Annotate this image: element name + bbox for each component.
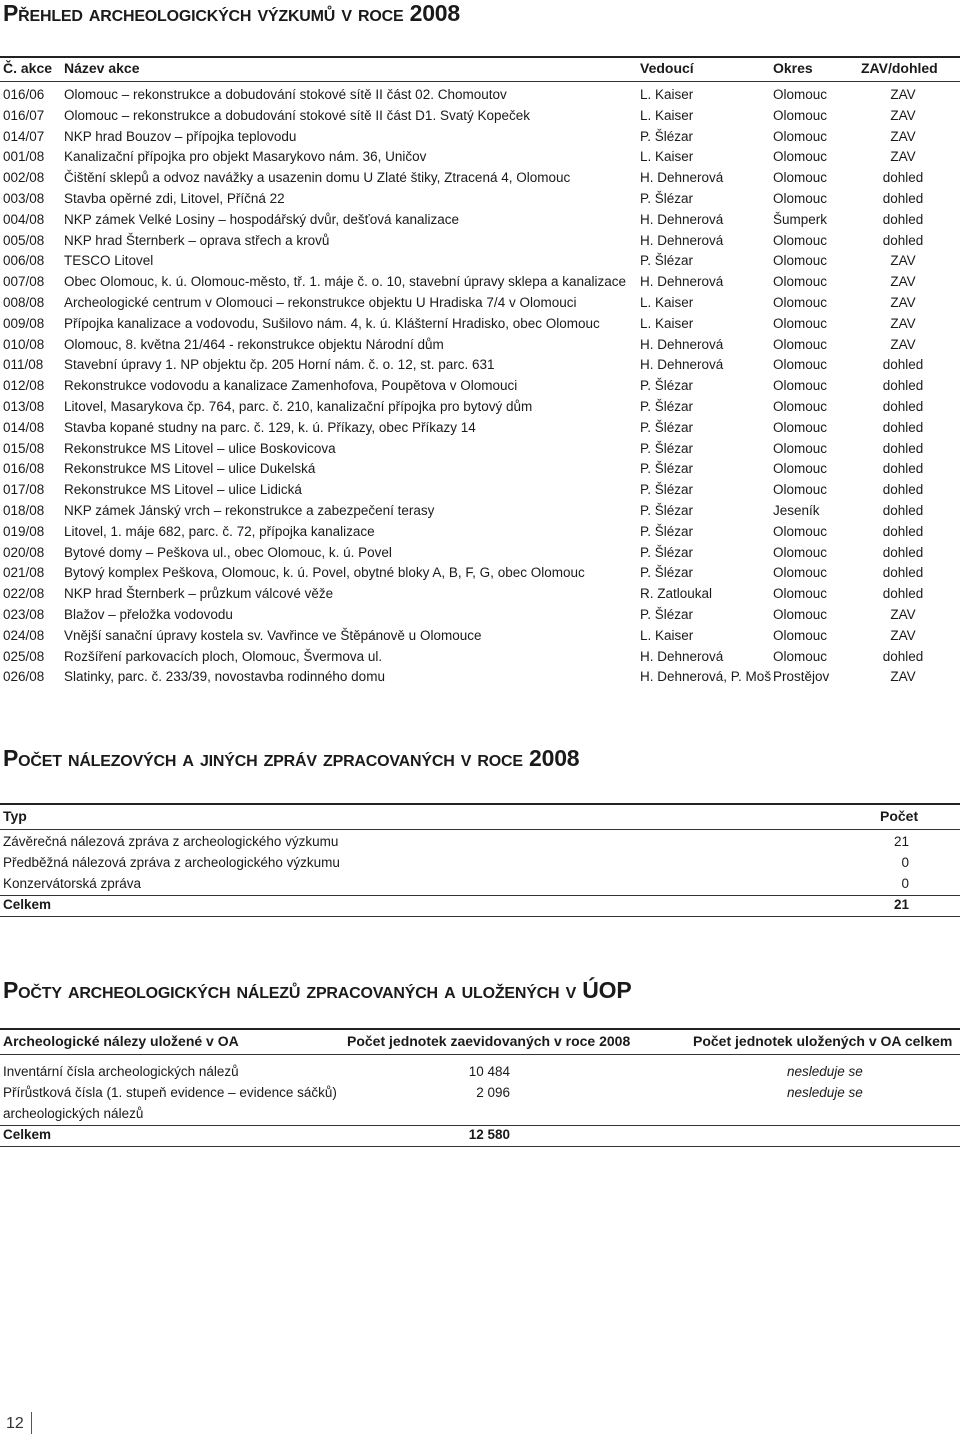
section1-cell-id: 008/08: [3, 295, 45, 310]
section1-cell-district: Olomouc: [773, 87, 828, 102]
section1-cell-name: NKP zámek Jánský vrch – rekonstrukce a zabezpečení terasy: [64, 503, 435, 518]
s3-row-total: nesleduje se: [787, 1064, 863, 1079]
s3-row-total: nesleduje se: [787, 1085, 863, 1100]
section1-cell-name: Rekonstrukce MS Litovel – ulice Lidická: [64, 482, 302, 498]
section1-cell-district: Šumperk: [773, 211, 828, 227]
col-header-id: Č. akce: [3, 60, 53, 76]
section1-cell-type: ZAV: [890, 295, 916, 310]
section1-cell-leader: H. Dehnerová, P. Moš: [640, 669, 771, 685]
section1-cell-type: ZAV: [890, 627, 916, 643]
section1-cell-name: Vnější sanační úpravy kostela sv. Vavřince ve Štěpánově u Olomouce: [64, 627, 482, 643]
section1-cell-district: Olomouc: [773, 232, 828, 248]
section1-cell-leader: L. Kaiser: [640, 149, 694, 165]
section1-cell-district: Olomouc: [773, 586, 828, 602]
section1-cell-name: TESCO Litovel: [64, 253, 154, 269]
section1-cell-district: Olomouc: [773, 295, 828, 310]
section1-cell-id: 006/08: [3, 253, 45, 269]
section1-cell-id: 022/08: [3, 586, 45, 602]
section1-cell-name: Bytové domy – Peškova ul., obec Olomouc, k. ú. Povel: [64, 544, 392, 560]
section1-cell-leader: H. Dehnerová: [640, 648, 724, 664]
section1-cell-name: Přípojka kanalizace a vodovodu, Sušilovo nám. 4, k. ú. Klášterní Hradisko, obec Olomouc: [64, 315, 600, 331]
section1-cell-name: Stavba opěrné zdi, Litovel, Příčná 22: [64, 191, 285, 206]
s2-row-type: Závěrečná nálezová zpráva z archeologického výzkumu: [3, 834, 339, 849]
section2-title: Počet nálezových a jiných zpráv zpracovaných v roce 2008: [3, 745, 580, 771]
section1-cell-district: Olomouc: [773, 607, 828, 622]
section1-cell-district: Olomouc: [773, 482, 828, 498]
section1-cell-district: Olomouc: [773, 274, 828, 290]
section1-cell-id: 012/08: [3, 378, 45, 394]
section2-top-rule: [0, 803, 960, 805]
section1-cell-leader: P. Šlézar: [640, 253, 694, 269]
section1-cell-id: 009/08: [3, 315, 45, 331]
section1-cell-name: NKP hrad Šternberk – oprava střech a krovů: [64, 232, 330, 248]
section1-cell-id: 018/08: [3, 503, 45, 518]
section1-cell-id: 021/08: [3, 565, 45, 581]
section1-cell-id: 024/08: [3, 627, 45, 643]
section1-cell-id: 003/08: [3, 191, 45, 206]
section1-cell-id: 010/08: [3, 336, 45, 352]
section1-cell-leader: P. Šlézar: [640, 399, 694, 414]
section1-cell-id: 020/08: [3, 544, 45, 560]
section1-cell-type: dohled: [882, 211, 924, 227]
section1-cell-name: Archeologické centrum v Olomouci – rekonstrukce objektu U Hradiska 7/4 v Olomouci: [64, 295, 577, 310]
section3-top-rule: [0, 1028, 960, 1030]
section1-cell-type: dohled: [882, 461, 924, 477]
section1-cell-type: ZAV: [890, 253, 916, 269]
s3-row-count: 2 096: [476, 1085, 510, 1100]
s3-bottom-rule: [0, 1146, 960, 1147]
section1-cell-type: ZAV: [890, 149, 916, 165]
section1-cell-leader: P. Šlézar: [640, 419, 694, 435]
section1-cell-leader: P. Šlézar: [640, 440, 694, 456]
section1-cell-district: Olomouc: [773, 253, 828, 269]
section1-cell-type: dohled: [882, 378, 924, 394]
s2-row-count: 0: [901, 876, 909, 891]
section1-cell-district: Olomouc: [773, 149, 828, 165]
section1-cell-type: ZAV: [890, 128, 916, 144]
section1-cell-name: Stavební úpravy 1. NP objektu čp. 205 Horní nám. č. o. 12, st. parc. 631: [64, 357, 495, 373]
section1-cell-type: ZAV: [890, 669, 916, 685]
section1-cell-id: 017/08: [3, 482, 45, 498]
s2-total-rule: [0, 895, 960, 896]
section1-cell-name: Olomouc, 8. května 21/464 - rekonstrukce objektu Národní dům: [64, 336, 444, 352]
section1-cell-id: 016/08: [3, 461, 45, 477]
section1-cell-name: Kanalizační přípojka pro objekt Masarykovo nám. 36, Uničov: [64, 149, 427, 165]
section1-cell-name: NKP zámek Velké Losiny – hospodářský dvůr, dešťová kanalizace: [64, 211, 460, 227]
section1-cell-district: Olomouc: [773, 523, 828, 539]
section1-cell-leader: H. Dehnerová: [640, 232, 724, 248]
section1-cell-name: Slatinky, parc. č. 233/39, novostavba rodinného domu: [64, 669, 385, 685]
section1-cell-district: Olomouc: [773, 315, 828, 331]
section1-cell-id: 004/08: [3, 211, 45, 227]
s2-total-count: 21: [893, 897, 909, 912]
section1-cell-district: Olomouc: [773, 336, 828, 352]
section1-cell-type: dohled: [882, 419, 924, 435]
section1-cell-district: Olomouc: [773, 170, 828, 186]
section1-cell-district: Olomouc: [773, 107, 828, 123]
section3-title: Počty archeologických nálezů zpracovaných a uložených v ÚOP: [3, 977, 632, 1003]
section1-cell-name: Litovel, Masarykova čp. 764, parc. č. 210, kanalizační přípojka pro bytový dům: [64, 399, 533, 414]
section1-cell-type: dohled: [882, 232, 924, 248]
section1-cell-name: NKP hrad Bouzov – přípojka teplovodu: [64, 128, 297, 144]
section1-cell-type: dohled: [882, 544, 924, 560]
section1-cell-id: 026/08: [3, 669, 45, 685]
section1-cell-leader: H. Dehnerová: [640, 170, 724, 186]
section1-cell-id: 005/08: [3, 232, 45, 248]
section1-cell-district: Olomouc: [773, 399, 828, 414]
section1-cell-id: 016/06: [3, 87, 45, 102]
s3-row-count: 10 484: [468, 1064, 510, 1079]
section1-cell-type: dohled: [882, 565, 924, 581]
section1-cell-name: Rekonstrukce MS Litovel – ulice Boskovicova: [64, 440, 336, 456]
section1-cell-leader: P. Šlézar: [640, 461, 694, 477]
section2-header-rule: [0, 829, 960, 830]
section1-cell-type: ZAV: [890, 336, 916, 352]
section1-cell-id: 016/07: [3, 107, 45, 123]
col-header-type: ZAV/dohled: [861, 60, 938, 76]
section1-cell-type: dohled: [882, 523, 924, 539]
section1-cell-name: Olomouc – rekonstrukce a dobudování stokové sítě II část 02. Chomoutov: [64, 87, 507, 102]
section1-cell-leader: L. Kaiser: [640, 107, 694, 123]
section1-cell-name: Rekonstrukce MS Litovel – ulice Dukelská: [64, 461, 316, 477]
section1-cell-district: Olomouc: [773, 648, 828, 664]
section1-cell-id: 023/08: [3, 607, 45, 622]
section1-cell-leader: P. Šlézar: [640, 523, 694, 539]
section1-header-rule: [0, 81, 960, 82]
col-header-leader: Vedoucí: [640, 60, 694, 76]
s2-header-count: Počet: [880, 808, 919, 824]
section1-cell-type: ZAV: [890, 607, 916, 622]
section1-cell-leader: P. Šlézar: [640, 128, 694, 144]
s2-header-type: Typ: [3, 808, 27, 824]
s2-row-type: Konzervátorská zpráva: [3, 876, 142, 891]
section1-cell-name: Litovel, 1. máje 682, parc. č. 72, přípojka kanalizace: [64, 523, 375, 539]
section1-cell-leader: P. Šlézar: [640, 378, 694, 394]
s2-bottom-rule: [0, 916, 960, 917]
section1-cell-district: Prostějov: [773, 669, 830, 685]
s2-row-type: Předběžná nálezová zpráva z archeologického výzkumu: [3, 855, 340, 870]
section1-cell-id: 001/08: [3, 149, 45, 165]
section1-cell-type: dohled: [882, 503, 924, 518]
section1-title: Přehled archeologických výzkumů v roce 2008: [3, 0, 460, 26]
section1-cell-leader: H. Dehnerová: [640, 274, 724, 290]
section1-cell-type: ZAV: [890, 87, 916, 102]
s3-header-col1: Archeologické nálezy uložené v OA: [3, 1033, 239, 1049]
section1-cell-type: ZAV: [890, 315, 916, 331]
section1-cell-leader: P. Šlézar: [640, 482, 694, 498]
section1-cell-leader: R. Zatloukal: [640, 586, 713, 602]
section1-cell-leader: L. Kaiser: [640, 87, 694, 102]
section1-cell-type: dohled: [882, 399, 924, 414]
section1-cell-id: 025/08: [3, 648, 45, 664]
section1-cell-type: dohled: [882, 170, 924, 186]
section1-cell-type: dohled: [882, 191, 924, 206]
section1-cell-name: Olomouc – rekonstrukce a dobudování stokové sítě II část D1. Svatý Kopeček: [64, 107, 530, 123]
section1-cell-type: ZAV: [890, 107, 916, 123]
section1-cell-type: dohled: [882, 482, 924, 498]
section1-cell-id: 002/08: [3, 170, 45, 186]
section1-cell-name: Rekonstrukce vodovodu a kanalizace Zamenhofova, Poupětova v Olomouci: [64, 378, 518, 394]
section1-cell-leader: H. Dehnerová: [640, 336, 724, 352]
section1-cell-id: 014/08: [3, 419, 45, 435]
section1-cell-leader: P. Šlézar: [640, 191, 694, 206]
section1-cell-leader: P. Šlézar: [640, 565, 694, 581]
section1-cell-id: 013/08: [3, 399, 45, 414]
s3-header-col2: Počet jednotek zaevidovaných v roce 2008: [347, 1033, 631, 1049]
section1-cell-id: 011/08: [3, 357, 44, 373]
section1-cell-district: Olomouc: [773, 440, 828, 456]
section1-cell-type: dohled: [882, 357, 924, 373]
section1-cell-id: 014/07: [3, 128, 45, 144]
section1-cell-type: dohled: [882, 586, 924, 602]
s3-total-label: Celkem: [3, 1127, 52, 1142]
col-header-name: Název akce: [64, 60, 140, 76]
section1-cell-type: dohled: [882, 440, 924, 456]
section1-top-rule: [0, 56, 960, 58]
s3-header-col3: Počet jednotek uložených v OA celkem: [693, 1033, 953, 1049]
col-header-district: Okres: [773, 60, 813, 76]
section1-cell-district: Olomouc: [773, 544, 828, 560]
section1-cell-leader: L. Kaiser: [640, 295, 694, 310]
section1-cell-district: Jeseník: [773, 503, 820, 518]
s2-total-label: Celkem: [3, 897, 52, 912]
section1-cell-district: Olomouc: [773, 419, 828, 435]
section1-cell-district: Olomouc: [773, 191, 828, 206]
section1-cell-id: 015/08: [3, 440, 45, 456]
section1-cell-name: Bytový komplex Peškova, Olomouc, k. ú. Povel, obytné bloky A, B, F, G, obec Olomouc: [64, 565, 585, 581]
section1-cell-name: Blažov – přeložka vodovodu: [64, 607, 233, 622]
section1-cell-leader: H. Dehnerová: [640, 211, 724, 227]
page-number-divider: [31, 1412, 32, 1434]
section1-cell-district: Olomouc: [773, 565, 828, 581]
s3-total-count: 12 580: [468, 1127, 510, 1142]
section1-cell-district: Olomouc: [773, 627, 828, 643]
section1-cell-leader: L. Kaiser: [640, 627, 694, 643]
section1-cell-type: dohled: [882, 648, 924, 664]
section1-cell-name: Stavba kopané studny na parc. č. 129, k. ú. Příkazy, obec Příkazy 14: [64, 419, 476, 435]
section1-cell-district: Olomouc: [773, 461, 828, 477]
section1-cell-leader: H. Dehnerová: [640, 357, 724, 373]
section1-cell-leader: L. Kaiser: [640, 315, 694, 331]
section1-cell-leader: P. Šlézar: [640, 503, 694, 518]
section1-cell-district: Olomouc: [773, 378, 828, 394]
section1-cell-district: Olomouc: [773, 128, 828, 144]
s3-row-label: Přírůstková čísla (1. stupeň evidence – evidence sáčků): [3, 1085, 337, 1100]
section1-cell-leader: P. Šlézar: [640, 544, 694, 560]
section1-cell-type: ZAV: [890, 274, 916, 290]
s3-row-label: Inventární čísla archeologických nálezů: [3, 1064, 239, 1079]
section1-cell-id: 007/08: [3, 274, 45, 290]
s2-row-count: 21: [893, 834, 909, 849]
section3-header-rule: [0, 1054, 960, 1055]
page-number: 12: [6, 1415, 24, 1432]
section1-cell-id: 019/08: [3, 523, 45, 539]
section1-cell-name: NKP hrad Šternberk – průzkum válcové věže: [64, 586, 334, 602]
s3-row-label-cont: archeologických nálezů: [3, 1106, 144, 1121]
section1-cell-district: Olomouc: [773, 357, 828, 373]
s2-row-count: 0: [901, 855, 909, 870]
section1-cell-leader: P. Šlézar: [640, 607, 694, 622]
section1-cell-name: Čištění sklepů a odvoz navážky a usazenin domu U Zlaté štiky, Ztracená 4, Olomouc: [64, 170, 571, 186]
section1-cell-name: Obec Olomouc, k. ú. Olomouc-město, tř. 1. máje č. o. 10, stavební úpravy sklepa a kanalizace: [64, 274, 627, 290]
section1-cell-name: Rozšíření parkovacích ploch, Olomouc, Švermova ul.: [64, 648, 383, 664]
